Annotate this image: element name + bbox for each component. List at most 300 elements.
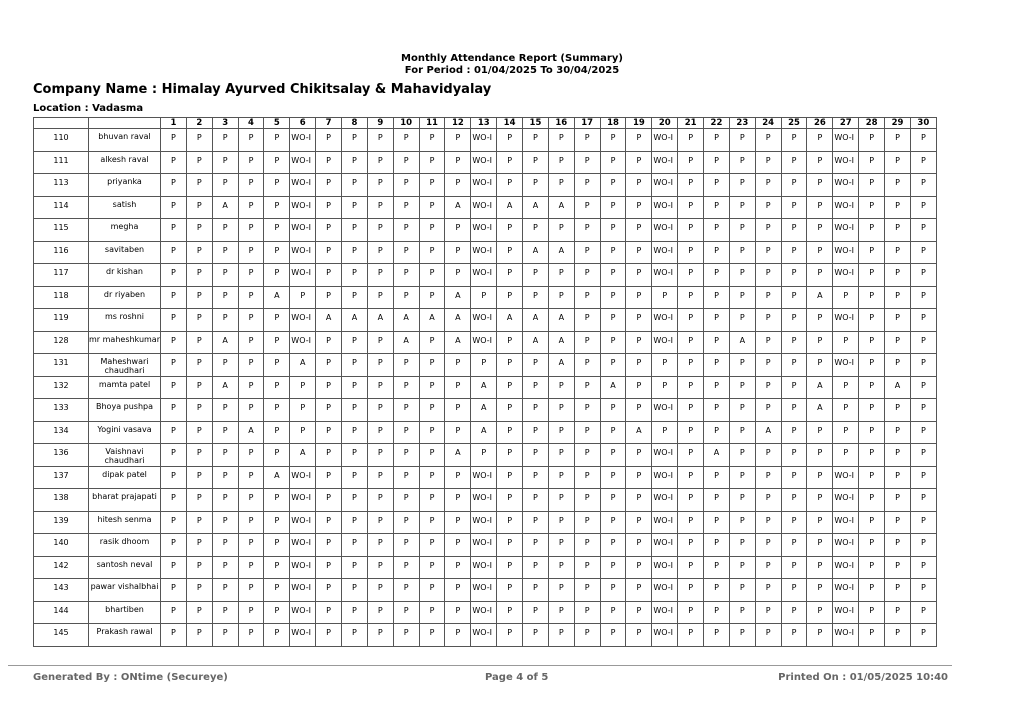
attendance-cell: P xyxy=(626,489,652,512)
employee-code: 137 xyxy=(34,466,89,489)
attendance-cell: P xyxy=(755,511,781,534)
attendance-cell: P xyxy=(497,399,523,422)
attendance-cell: P xyxy=(807,624,833,647)
attendance-cell: P xyxy=(238,219,264,242)
attendance-cell: WO-I xyxy=(290,489,316,512)
attendance-cell: P xyxy=(445,579,471,602)
attendance-cell: P xyxy=(367,579,393,602)
employee-name: Yogini vasava xyxy=(89,421,161,444)
attendance-cell: WO-I xyxy=(290,241,316,264)
attendance-cell: P xyxy=(678,286,704,309)
attendance-cell: P xyxy=(574,511,600,534)
attendance-cell: P xyxy=(859,241,885,264)
attendance-cell: A xyxy=(523,309,549,332)
attendance-cell: P xyxy=(859,421,885,444)
attendance-cell: P xyxy=(859,534,885,557)
attendance-cell: P xyxy=(161,489,187,512)
attendance-cell: P xyxy=(600,421,626,444)
table-row xyxy=(34,354,937,377)
attendance-cell: P xyxy=(264,264,290,287)
attendance-cell: P xyxy=(238,309,264,332)
attendance-cell: P xyxy=(161,376,187,399)
attendance-cell: P xyxy=(833,376,859,399)
attendance-cell: P xyxy=(548,624,574,647)
attendance-cell: P xyxy=(212,354,238,377)
attendance-cell: P xyxy=(807,556,833,579)
attendance-cell: A xyxy=(523,331,549,354)
attendance-cell: P xyxy=(212,601,238,624)
attendance-cell: WO-I xyxy=(471,174,497,197)
attendance-cell: P xyxy=(186,309,212,332)
attendance-cell: WO-I xyxy=(652,174,678,197)
attendance-cell: P xyxy=(910,444,936,467)
attendance-cell: P xyxy=(367,286,393,309)
attendance-cell: P xyxy=(393,624,419,647)
attendance-cell: P xyxy=(600,196,626,219)
employee-code: 138 xyxy=(34,489,89,512)
attendance-cell: A xyxy=(290,354,316,377)
employee-name: Vaishnavi chaudhari xyxy=(89,444,161,467)
attendance-cell: P xyxy=(497,129,523,152)
attendance-cell: WO-I xyxy=(652,196,678,219)
attendance-cell: P xyxy=(238,624,264,647)
attendance-cell: P xyxy=(885,511,911,534)
attendance-cell: P xyxy=(626,354,652,377)
attendance-cell: P xyxy=(781,286,807,309)
attendance-cell: P xyxy=(885,264,911,287)
attendance-cell: P xyxy=(548,489,574,512)
attendance-cell: P xyxy=(755,489,781,512)
attendance-cell: P xyxy=(548,129,574,152)
attendance-cell: P xyxy=(238,354,264,377)
attendance-cell: P xyxy=(342,129,368,152)
attendance-cell: P xyxy=(342,331,368,354)
attendance-cell: P xyxy=(678,196,704,219)
attendance-cell: P xyxy=(885,151,911,174)
attendance-cell: P xyxy=(212,579,238,602)
attendance-cell: P xyxy=(497,466,523,489)
attendance-cell: P xyxy=(238,579,264,602)
attendance-cell: P xyxy=(548,376,574,399)
attendance-cell: P xyxy=(704,264,730,287)
attendance-cell: P xyxy=(755,354,781,377)
attendance-cell: P xyxy=(859,129,885,152)
attendance-cell: WO-I xyxy=(290,331,316,354)
attendance-cell: P xyxy=(729,241,755,264)
attendance-cell: P xyxy=(678,129,704,152)
attendance-cell: P xyxy=(574,129,600,152)
attendance-cell: P xyxy=(186,286,212,309)
attendance-cell: A xyxy=(626,421,652,444)
attendance-cell: P xyxy=(264,579,290,602)
attendance-cell: P xyxy=(574,556,600,579)
header-day: 7 xyxy=(316,118,342,129)
attendance-cell: P xyxy=(678,219,704,242)
attendance-cell: P xyxy=(859,466,885,489)
attendance-cell: P xyxy=(393,511,419,534)
attendance-cell: P xyxy=(704,241,730,264)
attendance-cell: P xyxy=(393,241,419,264)
attendance-cell: WO-I xyxy=(652,601,678,624)
attendance-cell: P xyxy=(729,286,755,309)
attendance-cell: WO-I xyxy=(652,466,678,489)
attendance-cell: P xyxy=(678,309,704,332)
attendance-cell: WO-I xyxy=(652,399,678,422)
attendance-cell: A xyxy=(445,444,471,467)
footer-generated-by: Generated By : ONtime (Secureye) xyxy=(33,672,228,683)
attendance-cell: P xyxy=(626,376,652,399)
attendance-cell: P xyxy=(419,624,445,647)
attendance-cell: A xyxy=(471,421,497,444)
attendance-cell: P xyxy=(367,399,393,422)
attendance-cell: WO-I xyxy=(471,466,497,489)
table-row xyxy=(34,309,937,332)
attendance-cell: P xyxy=(807,309,833,332)
header-day: 27 xyxy=(833,118,859,129)
attendance-cell: P xyxy=(910,241,936,264)
attendance-cell: P xyxy=(367,444,393,467)
attendance-cell: P xyxy=(238,331,264,354)
attendance-cell: P xyxy=(600,286,626,309)
attendance-cell: P xyxy=(729,466,755,489)
attendance-cell: WO-I xyxy=(471,196,497,219)
attendance-cell: P xyxy=(393,151,419,174)
attendance-cell: P xyxy=(600,219,626,242)
attendance-cell: WO-I xyxy=(471,579,497,602)
attendance-cell: WO-I xyxy=(833,466,859,489)
attendance-cell: A xyxy=(523,196,549,219)
employee-name: priyanka xyxy=(89,174,161,197)
attendance-cell: P xyxy=(704,196,730,219)
attendance-cell: P xyxy=(186,466,212,489)
attendance-cell: P xyxy=(885,219,911,242)
location-heading xyxy=(33,103,143,114)
attendance-cell: P xyxy=(342,624,368,647)
attendance-cell: P xyxy=(497,331,523,354)
attendance-cell: P xyxy=(212,511,238,534)
attendance-cell: P xyxy=(264,624,290,647)
attendance-cell: P xyxy=(445,264,471,287)
attendance-cell: A xyxy=(600,376,626,399)
attendance-cell: P xyxy=(729,601,755,624)
attendance-cell: P xyxy=(859,309,885,332)
attendance-cell: P xyxy=(574,241,600,264)
attendance-cell: P xyxy=(626,444,652,467)
attendance-cell: WO-I xyxy=(833,196,859,219)
attendance-cell: P xyxy=(807,174,833,197)
attendance-cell: P xyxy=(316,376,342,399)
attendance-cell: WO-I xyxy=(290,601,316,624)
attendance-cell: WO-I xyxy=(471,241,497,264)
attendance-cell: P xyxy=(781,489,807,512)
attendance-cell: P xyxy=(316,151,342,174)
attendance-cell: WO-I xyxy=(833,151,859,174)
attendance-cell: P xyxy=(678,579,704,602)
attendance-cell: P xyxy=(885,331,911,354)
employee-name: Prakash rawal xyxy=(89,624,161,647)
attendance-cell: P xyxy=(910,534,936,557)
attendance-cell: P xyxy=(393,376,419,399)
attendance-cell: P xyxy=(367,624,393,647)
attendance-cell: P xyxy=(316,354,342,377)
header-code xyxy=(34,118,89,129)
attendance-cell: P xyxy=(497,421,523,444)
attendance-cell: P xyxy=(264,399,290,422)
table-row xyxy=(34,601,937,624)
attendance-cell: WO-I xyxy=(471,556,497,579)
table-row xyxy=(34,196,937,219)
attendance-cell: WO-I xyxy=(833,489,859,512)
header-day: 14 xyxy=(497,118,523,129)
attendance-cell: P xyxy=(781,129,807,152)
attendance-cell: P xyxy=(367,241,393,264)
attendance-cell: P xyxy=(316,196,342,219)
attendance-cell: WO-I xyxy=(471,264,497,287)
attendance-cell: P xyxy=(367,466,393,489)
attendance-cell: WO-I xyxy=(833,354,859,377)
attendance-cell: P xyxy=(729,624,755,647)
attendance-cell: P xyxy=(781,466,807,489)
attendance-cell: P xyxy=(497,241,523,264)
attendance-cell: P xyxy=(497,579,523,602)
attendance-cell: P xyxy=(419,399,445,422)
attendance-cell: P xyxy=(548,579,574,602)
attendance-cell: P xyxy=(161,534,187,557)
attendance-cell: WO-I xyxy=(290,174,316,197)
attendance-cell: P xyxy=(859,331,885,354)
attendance-cell: P xyxy=(859,444,885,467)
attendance-cell: P xyxy=(367,129,393,152)
attendance-cell: P xyxy=(626,241,652,264)
attendance-cell: P xyxy=(342,151,368,174)
attendance-cell: P xyxy=(729,511,755,534)
attendance-cell: P xyxy=(755,309,781,332)
attendance-cell: P xyxy=(574,534,600,557)
attendance-cell: P xyxy=(419,331,445,354)
attendance-cell: A xyxy=(523,241,549,264)
attendance-cell: P xyxy=(652,421,678,444)
attendance-cell: P xyxy=(367,331,393,354)
attendance-cell: P xyxy=(419,444,445,467)
attendance-cell: P xyxy=(781,534,807,557)
attendance-cell: P xyxy=(316,399,342,422)
attendance-cell: P xyxy=(367,376,393,399)
header-day: 9 xyxy=(367,118,393,129)
attendance-cell: A xyxy=(885,376,911,399)
attendance-cell: P xyxy=(419,421,445,444)
attendance-cell: P xyxy=(626,151,652,174)
attendance-cell: P xyxy=(212,624,238,647)
footer-divider xyxy=(8,665,952,666)
attendance-cell: P xyxy=(471,354,497,377)
attendance-cell: P xyxy=(342,444,368,467)
attendance-cell: WO-I xyxy=(652,489,678,512)
attendance-cell: A xyxy=(342,309,368,332)
attendance-cell: P xyxy=(755,129,781,152)
attendance-cell: P xyxy=(781,219,807,242)
attendance-cell: P xyxy=(600,534,626,557)
attendance-cell: A xyxy=(548,309,574,332)
attendance-cell: P xyxy=(316,489,342,512)
attendance-cell: A xyxy=(393,331,419,354)
attendance-cell: P xyxy=(678,376,704,399)
attendance-cell: P xyxy=(574,331,600,354)
attendance-cell: P xyxy=(316,534,342,557)
attendance-cell: P xyxy=(238,241,264,264)
attendance-cell: P xyxy=(523,624,549,647)
employee-name: alkesh raval xyxy=(89,151,161,174)
attendance-cell: P xyxy=(523,489,549,512)
attendance-cell: P xyxy=(807,241,833,264)
attendance-cell: P xyxy=(445,129,471,152)
attendance-cell: P xyxy=(781,264,807,287)
attendance-cell: P xyxy=(445,241,471,264)
attendance-cell: P xyxy=(186,241,212,264)
attendance-cell: P xyxy=(342,241,368,264)
attendance-cell: P xyxy=(186,196,212,219)
attendance-cell: P xyxy=(807,219,833,242)
attendance-cell: P xyxy=(212,219,238,242)
attendance-cell: P xyxy=(859,511,885,534)
attendance-cell: P xyxy=(238,376,264,399)
attendance-cell: P xyxy=(781,601,807,624)
attendance-cell: P xyxy=(161,624,187,647)
header-day: 4 xyxy=(238,118,264,129)
attendance-cell: P xyxy=(186,601,212,624)
attendance-cell: P xyxy=(755,174,781,197)
attendance-cell: P xyxy=(574,219,600,242)
attendance-cell: P xyxy=(885,241,911,264)
attendance-cell: P xyxy=(393,196,419,219)
attendance-cell: WO-I xyxy=(833,219,859,242)
attendance-cell: P xyxy=(729,129,755,152)
attendance-cell: P xyxy=(755,444,781,467)
header-day: 21 xyxy=(678,118,704,129)
attendance-cell: P xyxy=(523,264,549,287)
employee-name: dipak patel xyxy=(89,466,161,489)
attendance-cell: P xyxy=(523,601,549,624)
attendance-cell: P xyxy=(626,601,652,624)
attendance-cell: P xyxy=(755,151,781,174)
attendance-cell: P xyxy=(729,556,755,579)
attendance-cell: P xyxy=(704,534,730,557)
attendance-cell: A xyxy=(471,399,497,422)
attendance-cell: WO-I xyxy=(652,241,678,264)
attendance-cell: P xyxy=(316,624,342,647)
attendance-cell: A xyxy=(497,196,523,219)
attendance-cell: WO-I xyxy=(652,309,678,332)
attendance-cell: WO-I xyxy=(652,331,678,354)
attendance-cell: P xyxy=(781,196,807,219)
attendance-cell: P xyxy=(523,444,549,467)
attendance-cell: P xyxy=(548,286,574,309)
attendance-cell: P xyxy=(186,129,212,152)
attendance-cell: P xyxy=(885,399,911,422)
attendance-cell: P xyxy=(238,556,264,579)
attendance-cell: P xyxy=(161,241,187,264)
attendance-cell: P xyxy=(704,376,730,399)
attendance-cell: P xyxy=(238,286,264,309)
attendance-cell: P xyxy=(704,151,730,174)
attendance-cell: A xyxy=(445,196,471,219)
attendance-cell: P xyxy=(238,511,264,534)
attendance-cell: P xyxy=(833,286,859,309)
attendance-cell: P xyxy=(885,129,911,152)
attendance-cell: P xyxy=(445,511,471,534)
attendance-cell: P xyxy=(161,421,187,444)
attendance-cell: P xyxy=(419,196,445,219)
attendance-cell: P xyxy=(859,286,885,309)
attendance-cell: P xyxy=(212,534,238,557)
attendance-cell: P xyxy=(419,151,445,174)
attendance-cell: A xyxy=(264,466,290,489)
attendance-cell: WO-I xyxy=(471,624,497,647)
attendance-cell: P xyxy=(393,534,419,557)
attendance-cell: P xyxy=(626,309,652,332)
attendance-cell: P xyxy=(704,466,730,489)
attendance-cell: P xyxy=(704,624,730,647)
attendance-cell: P xyxy=(186,624,212,647)
attendance-cell: P xyxy=(729,151,755,174)
attendance-cell: WO-I xyxy=(471,511,497,534)
attendance-cell: P xyxy=(910,579,936,602)
header-day: 16 xyxy=(548,118,574,129)
attendance-cell: P xyxy=(704,309,730,332)
header-day: 3 xyxy=(212,118,238,129)
employee-name: rasik dhoom xyxy=(89,534,161,557)
attendance-cell: P xyxy=(161,264,187,287)
attendance-cell: P xyxy=(186,399,212,422)
attendance-cell: P xyxy=(445,151,471,174)
table-row xyxy=(34,579,937,602)
attendance-cell: P xyxy=(574,466,600,489)
attendance-cell: P xyxy=(523,399,549,422)
attendance-cell: P xyxy=(264,534,290,557)
attendance-cell: P xyxy=(316,421,342,444)
header-day: 2 xyxy=(186,118,212,129)
attendance-cell: P xyxy=(497,556,523,579)
attendance-cell: P xyxy=(316,331,342,354)
attendance-cell: P xyxy=(316,264,342,287)
attendance-cell: P xyxy=(729,376,755,399)
attendance-cell: P xyxy=(497,511,523,534)
attendance-cell: P xyxy=(497,444,523,467)
attendance-cell: P xyxy=(600,354,626,377)
attendance-cell: P xyxy=(807,354,833,377)
attendance-cell: P xyxy=(342,556,368,579)
attendance-cell: P xyxy=(626,196,652,219)
attendance-cell: P xyxy=(600,466,626,489)
attendance-cell: A xyxy=(445,331,471,354)
attendance-cell: P xyxy=(678,241,704,264)
attendance-cell: P xyxy=(859,399,885,422)
attendance-cell: P xyxy=(755,241,781,264)
attendance-cell: P xyxy=(626,556,652,579)
company-name: Himalay Ayurved Chikitsalay & Mahavidyalay xyxy=(161,82,492,97)
attendance-cell: P xyxy=(910,174,936,197)
attendance-cell: P xyxy=(238,466,264,489)
attendance-cell: P xyxy=(859,196,885,219)
attendance-cell: A xyxy=(367,309,393,332)
employee-name: bharat prajapati xyxy=(89,489,161,512)
attendance-cell: P xyxy=(704,286,730,309)
table-row xyxy=(34,399,937,422)
attendance-cell: WO-I xyxy=(652,534,678,557)
attendance-cell: P xyxy=(574,309,600,332)
attendance-cell: P xyxy=(264,556,290,579)
report-title: Monthly Attendance Report (Summary) xyxy=(401,53,623,64)
attendance-cell: P xyxy=(342,421,368,444)
